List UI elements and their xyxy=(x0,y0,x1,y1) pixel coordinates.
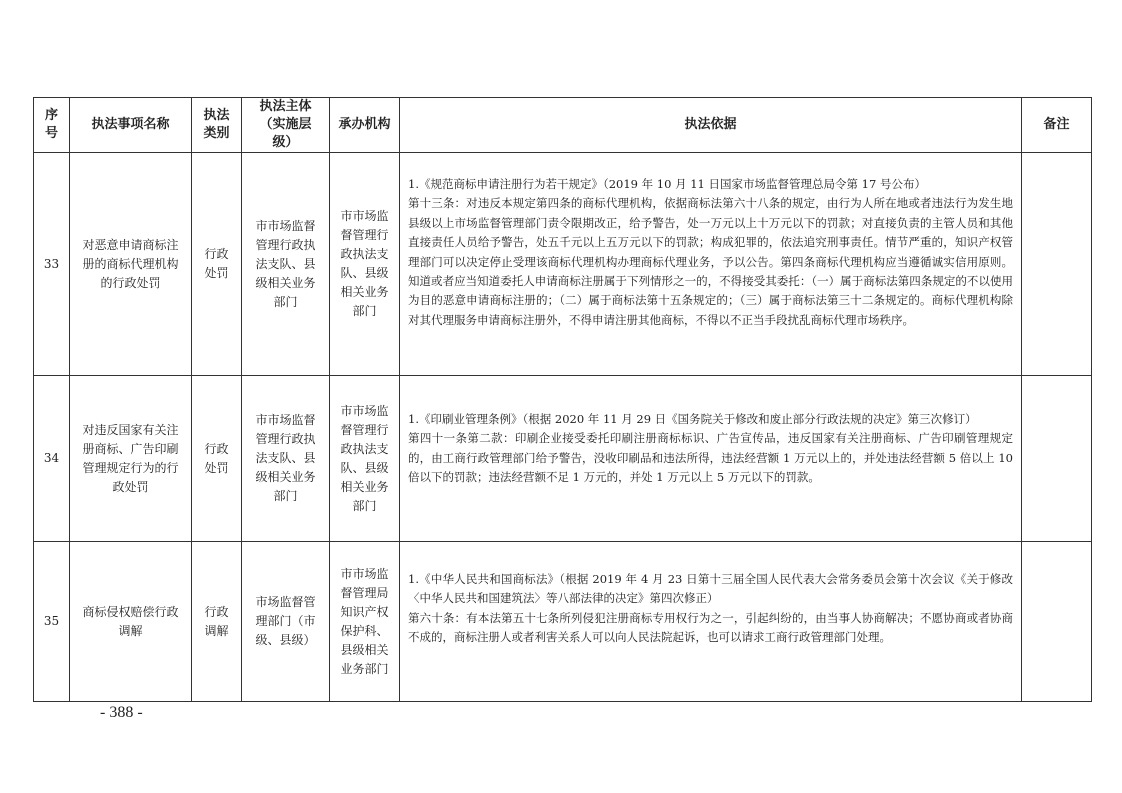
row-seq: 34 xyxy=(34,376,70,542)
row-seq: 35 xyxy=(34,542,70,702)
row-agency: 市市场监督管理行政执法支队、县级相关业务部门 xyxy=(330,376,400,542)
basis-article: 第十三条：对违反本规定第四条的商标代理机构，依据商标法第六十八条的规定，由行为人所在地或者违法行为发生地县级以上市场监督管理部门责令限期改正，给予警告，处一万元以上十万元以下的罚款；对直接负责的主管人员和其他直接责任人员给予警告，处五千元以上五万元以下的罚款；构成犯罪的，依法追究刑事责任。情节严重的，知识产权管理部门可以决定停止受理该商标代理机构办理商标代理业务，予以公告。第四条商标代理机构应当遵循诚实信用原则。知道或者应当知道委托人申请商标注册属于下列情形之一的，不得接受其委托：（一）属于商标法第四条规定的不以使用为目的恶意申请商标注册的；（二）属于商标法第十五条规定的；（三）属于商标法第三十二条规定的。商标代理机构除对其代理服务申请商标注册外，不得申请注册其他商标，不得以不正当手段扰乱商标代理市场秩序。 xyxy=(408,196,1013,327)
header-agency: 承办机构 xyxy=(330,98,400,153)
table-row xyxy=(34,153,1092,376)
row-seq: 33 xyxy=(34,153,70,376)
basis-article: 第六十条：有本法第五十七条所列侵犯注册商标专用权行为之一，引起纠纷的，由当事人协商解决；不愿协商或者协商不成的，商标注册人或者利害关系人可以向人民法院起诉，也可以请求工商行政管理部门处理。 xyxy=(408,610,1013,645)
row-remarks xyxy=(1022,153,1092,376)
row-subject: 市市场监督管理行政执法支队、县级相关业务部门 xyxy=(242,153,330,376)
table-row xyxy=(34,542,1092,702)
row-basis xyxy=(400,153,1022,376)
row-subject: 市场监督管理部门（市级、县级） xyxy=(242,542,330,702)
header-subject: 执法主体（实施层级） xyxy=(242,98,330,153)
row-remarks xyxy=(1022,376,1092,542)
table-header-row xyxy=(34,98,1092,153)
basis-article: 第四十一条第二款：印刷企业接受委托印刷注册商标标识、广告宣传品，违反国家有关注册商标、广告印刷管理规定的，由工商行政管理部门给予警告，没收印刷品和违法所得，违法经营额 1 万元以上的，并处违法经营额 5 倍以上 10 倍以下的罚款；违法经营额不足 1 万元的，并处 1 万元以上 5 万元以下的罚款。 xyxy=(408,431,1013,485)
header-item-name: 执法事项名称 xyxy=(70,98,192,153)
table-row xyxy=(34,376,1092,542)
row-category: 行政调解 xyxy=(192,542,242,702)
row-basis xyxy=(400,542,1022,702)
row-category: 行政处罚 xyxy=(192,153,242,376)
enforcement-table xyxy=(33,97,1092,702)
basis-source: 1.《印刷业管理条例》（根据 2020 年 11 月 29 日《国务院关于修改和废止部分行政法规的决定》第三次修订） xyxy=(408,412,977,426)
row-subject: 市市场监督管理行政执法支队、县级相关业务部门 xyxy=(242,376,330,542)
header-basis: 执法依据 xyxy=(400,98,1022,153)
basis-source: 1.《规范商标申请注册行为若干规定》（2019 年 10 月 11 日国家市场监督管理总局令第 17 号公布） xyxy=(408,177,926,191)
row-item-name: 对恶意申请商标注册的商标代理机构的行政处罚 xyxy=(70,153,192,376)
header-seq: 序号 xyxy=(34,98,70,153)
row-remarks xyxy=(1022,542,1092,702)
row-category: 行政处罚 xyxy=(192,376,242,542)
row-agency: 市市场监督管理局知识产权保护科、县级相关业务部门 xyxy=(330,542,400,702)
basis-source: 1.《中华人民共和国商标法》（根据 2019 年 4 月 23 日第十三届全国人民代表大会常务委员会第十次会议《关于修改〈中华人民共和国建筑法〉等八部法律的决定》第四次修正） xyxy=(408,572,1013,606)
row-item-name: 商标侵权赔偿行政调解 xyxy=(70,542,192,702)
row-basis xyxy=(400,376,1022,542)
row-agency: 市市场监督管理行政执法支队、县级相关业务部门 xyxy=(330,153,400,376)
header-category: 执法类别 xyxy=(192,98,242,153)
page-number: - 388 - xyxy=(100,704,143,721)
row-item-name: 对违反国家有关注册商标、广告印刷管理规定行为的行政处罚 xyxy=(70,376,192,542)
header-remarks: 备注 xyxy=(1022,98,1092,153)
